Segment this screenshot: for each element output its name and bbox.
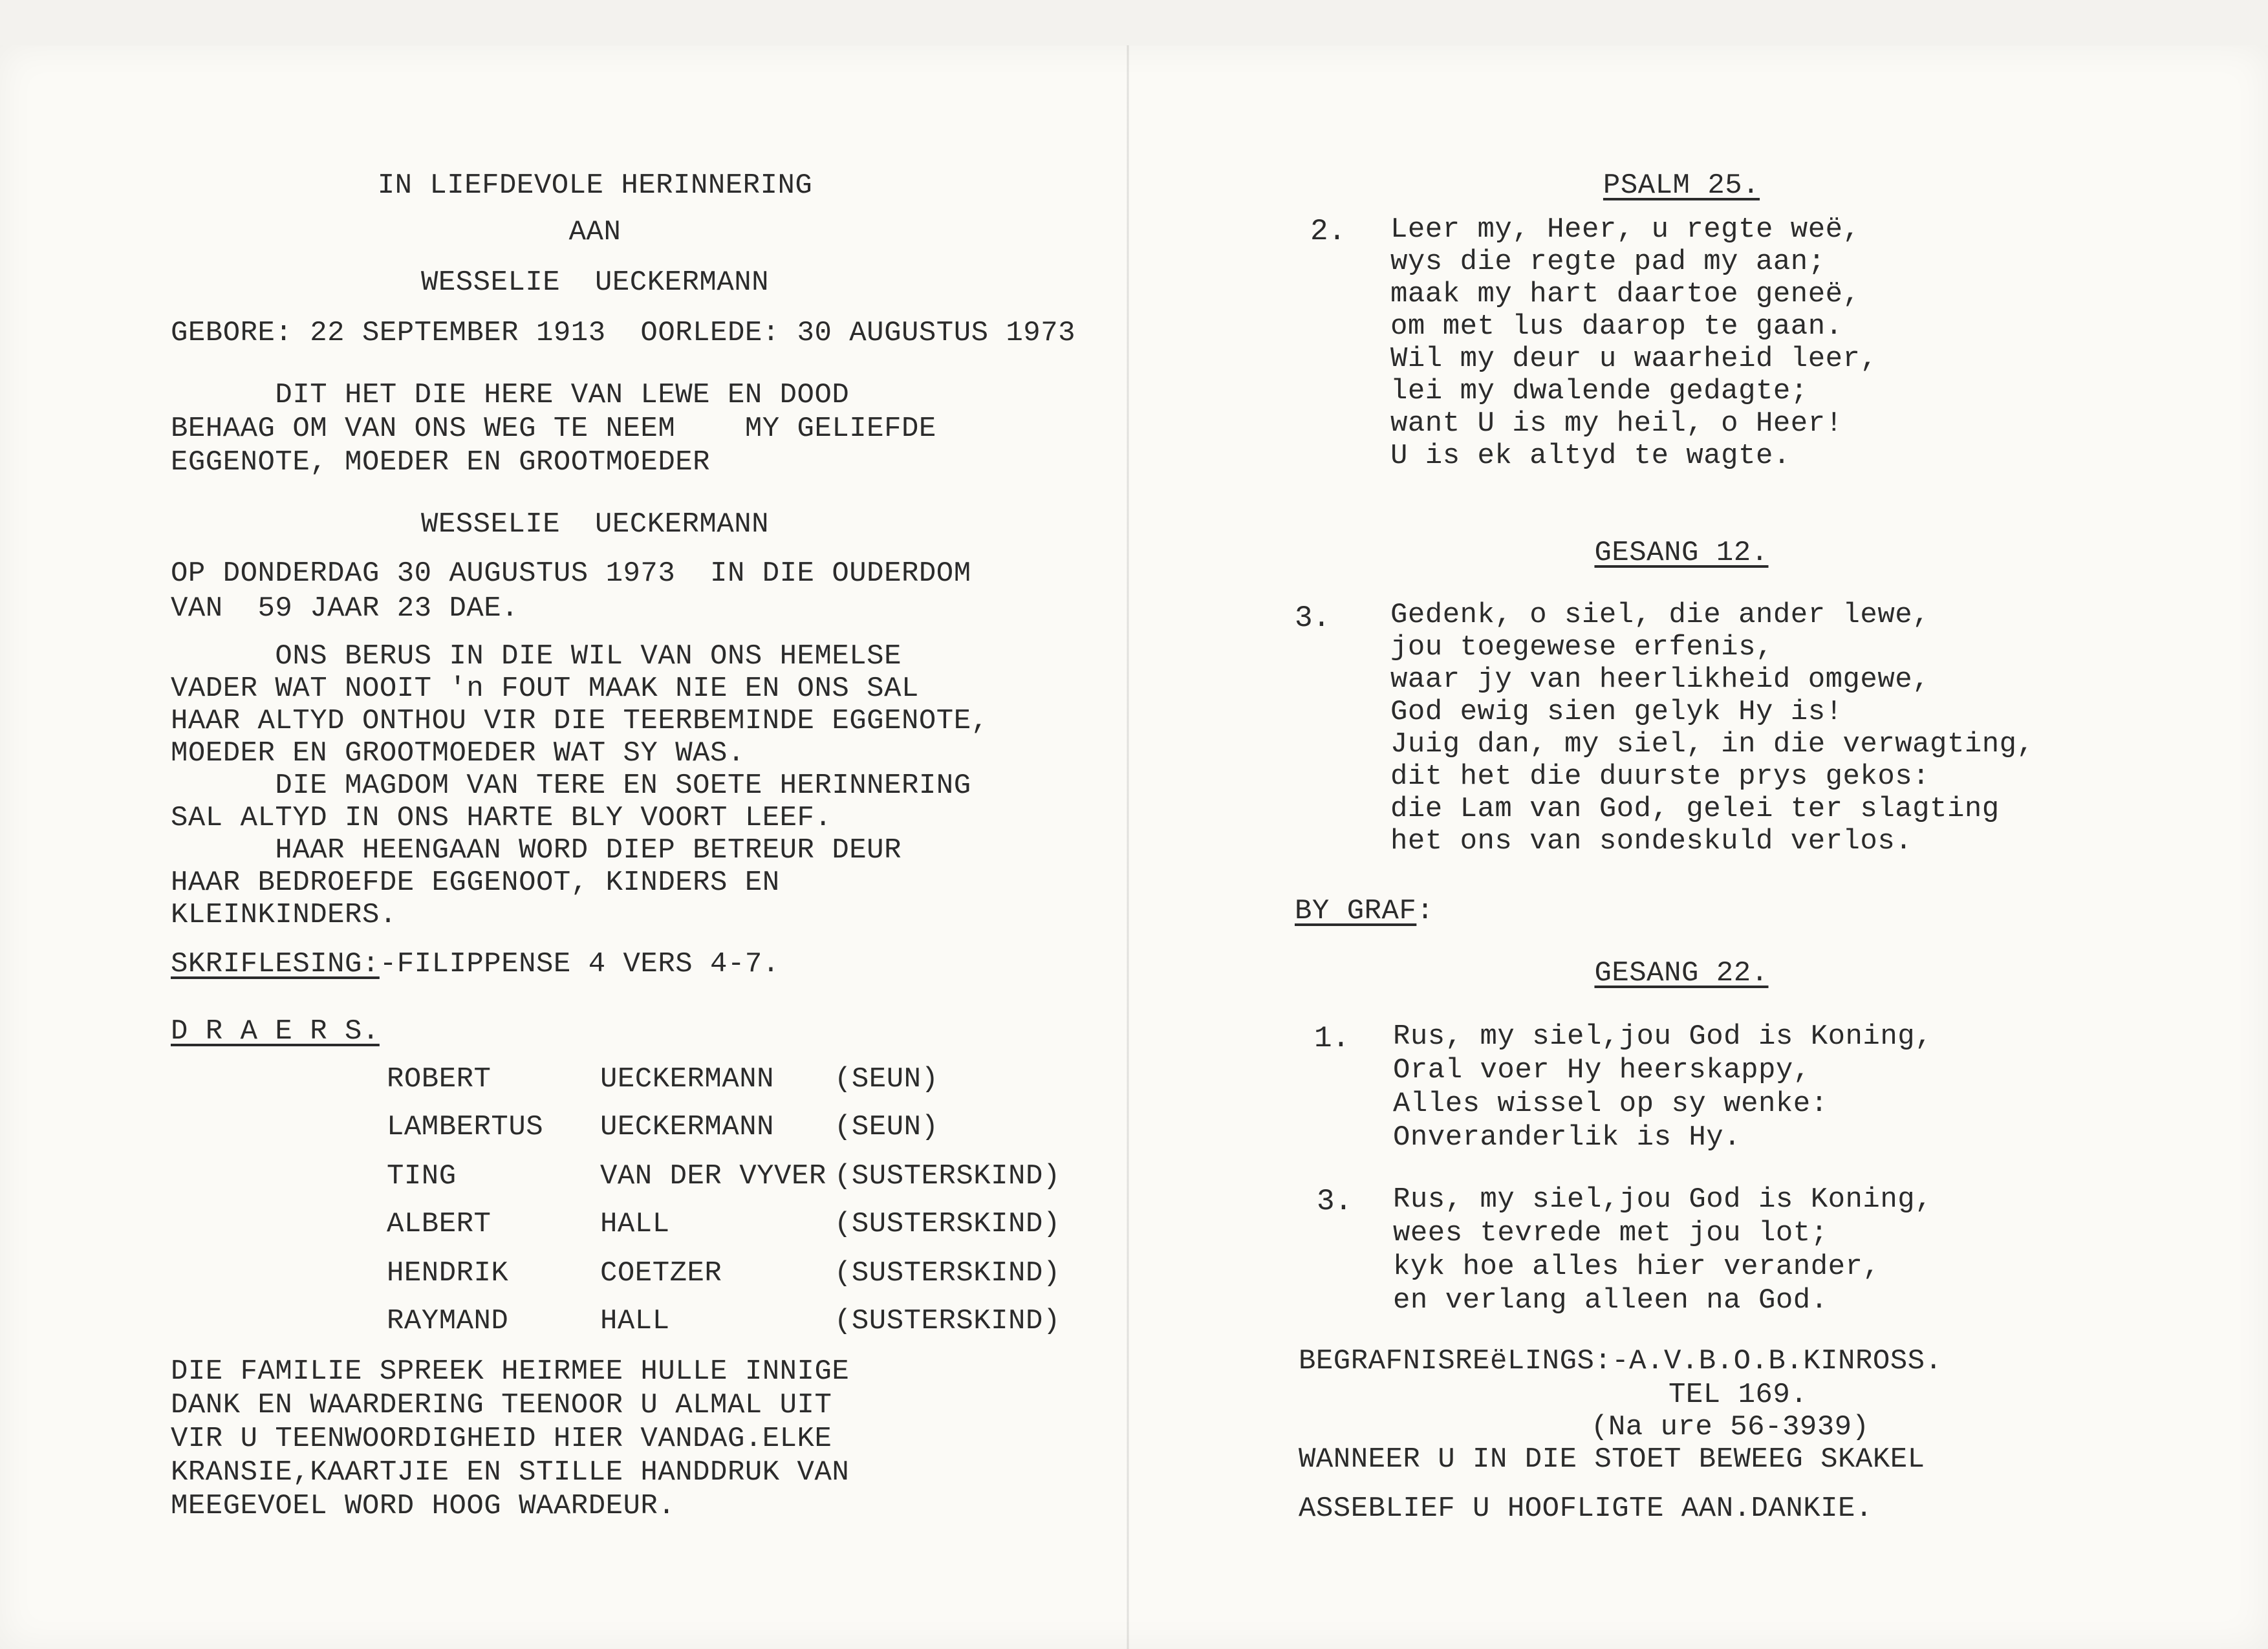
gesang-22-verse-3-number: 3. — [1317, 1185, 1353, 1218]
bearer-relation: (SEUN) — [834, 1063, 939, 1095]
paragraph-line-8: HAAR BEDROEFDE EGGENOOT, KINDERS EN — [171, 867, 780, 899]
bearer-first-name: TING — [387, 1160, 457, 1192]
gesang-12-line: jou toegewese erfenis, — [1390, 631, 1773, 663]
thanks-line-5: MEEGEVOEL WORD HOOG WAARDEUR. — [171, 1490, 676, 1522]
announcement-line-3: EGGENOTE, MOEDER EN GROOTMOEDER — [171, 446, 711, 479]
bearer-relation: (SEUN) — [834, 1111, 939, 1143]
paragraph-line-5: DIE MAGDOM VAN TERE EN SOETE HERINNERING — [171, 770, 971, 802]
bearer-last-name: UECKERMANN — [600, 1063, 775, 1095]
bearer-first-name: LAMBERTUS — [387, 1111, 544, 1143]
gesang-22-verse-1-line: Oral voer Hy heerskappy, — [1393, 1054, 1811, 1086]
gesang-12-line: die Lam van God, gelei ter slagting — [1390, 793, 2000, 825]
gesang-12-line: het ons van sondeskuld verlos. — [1390, 825, 1913, 857]
bearer-first-name: ROBERT — [387, 1063, 491, 1095]
procession-note-line-2: ASSEBLIEF U HOOFLIGTE AAN.DANKIE. — [1299, 1493, 1873, 1525]
birth-death-dates: GEBORE: 22 SEPTEMBER 1913 OORLEDE: 30 AUGUSTUS 1973 — [171, 317, 1076, 349]
paragraph-line-2: VADER WAT NOOIT 'n FOUT MAAK NIE EN ONS SAL — [171, 673, 919, 705]
paragraph-line-1: ONS BERUS IN DIE WIL VAN ONS HEMELSE — [171, 640, 902, 673]
paragraph-line-6: SAL ALTYD IN ONS HARTE BLY VOORT LEEF. — [171, 802, 832, 834]
bearer-relation: (SUSTERSKIND) — [834, 1257, 1061, 1289]
gesang-12-verse-number: 3. — [1295, 601, 1331, 635]
center-fold — [1127, 45, 1129, 1649]
gesang-12-line: Juig dan, my siel, in die verwagting, — [1390, 728, 2035, 760]
funeral-arrangements: BEGRAFNISREëLINGS:-A.V.B.O.B.KINROSS. — [1299, 1345, 1943, 1377]
by-graf-colon: : — [1416, 895, 1434, 927]
by-graf-label: BY GRAF — [1295, 895, 1417, 927]
gesang-22-verse-1-line: Rus, my siel,jou God is Koning, — [1393, 1020, 1933, 1053]
thanks-line-4: KRANSIE,KAARTJIE EN STILLE HANDDRUK VAN — [171, 1456, 850, 1489]
psalm-verse-number: 2. — [1310, 215, 1346, 248]
bearer-relation: (SUSTERSKIND) — [834, 1160, 1061, 1192]
heading-line-2: AAN — [568, 216, 621, 248]
thanks-line-2: DANK EN WAARDERING TEENOOR U ALMAL UIT — [171, 1389, 832, 1421]
bearer-last-name: VAN DER VYVER — [600, 1160, 826, 1192]
bearer-relation: (SUSTERSKIND) — [834, 1305, 1061, 1337]
gesang-12-line: Gedenk, o siel, die ander lewe, — [1390, 599, 1930, 631]
bearer-relation: (SUSTERSKIND) — [834, 1208, 1061, 1240]
deceased-name-repeat: WESSELIE UECKERMANN — [420, 508, 770, 541]
bearer-first-name: RAYMAND — [387, 1305, 509, 1337]
scripture-text: -FILIPPENSE 4 VERS 4-7. — [379, 948, 780, 980]
thanks-line-1: DIE FAMILIE SPREEK HEIRMEE HULLE INNIGE — [171, 1355, 850, 1388]
gesang-22-verse-3-line: Rus, my siel,jou God is Koning, — [1393, 1183, 1933, 1216]
heading-line-1: IN LIEFDEVOLE HERINNERING — [377, 169, 813, 202]
psalm-line: maak my hart daartoe geneë, — [1390, 278, 1861, 310]
bearers-label: D R A E R S. — [171, 1015, 380, 1048]
scripture-label: SKRIFLESING: — [171, 948, 380, 980]
gesang-12-line: dit het die duurste prys gekos: — [1390, 760, 1930, 793]
death-info-line-1: OP DONDERDAG 30 AUGUSTUS 1973 IN DIE OUDERDOM — [171, 557, 971, 590]
bearer-last-name: COETZER — [600, 1257, 722, 1289]
funeral-phone: TEL 169. — [1669, 1379, 1808, 1411]
paragraph-line-4: MOEDER EN GROOTMOEDER WAT SY WAS. — [171, 737, 745, 770]
bearer-last-name: HALL — [600, 1305, 670, 1337]
thanks-line-3: VIR U TEENWOORDIGHEID HIER VANDAG.ELKE — [171, 1423, 832, 1455]
funeral-after-hours: (Na ure 56-3939) — [1591, 1411, 1870, 1443]
psalm-line: Leer my, Heer, u regte weë, — [1390, 213, 1861, 246]
bearer-first-name: HENDRIK — [387, 1257, 509, 1289]
gesang-12-line: God ewig sien gelyk Hy is! — [1390, 696, 1843, 728]
paragraph-line-7: HAAR HEENGAAN WORD DIEP BETREUR DEUR — [171, 834, 902, 867]
gesang-22-verse-1-number: 1. — [1314, 1022, 1350, 1055]
bearer-last-name: UECKERMANN — [600, 1111, 775, 1143]
gesang-22-verse-1-line: Alles wissel op sy wenke: — [1393, 1088, 1828, 1120]
psalm-line: om met lus daarop te gaan. — [1390, 310, 1843, 343]
psalm-line: want U is my heil, o Heer! — [1390, 407, 1843, 440]
gesang-22-verse-3-line: kyk hoe alles hier verander, — [1393, 1251, 1881, 1283]
bearer-last-name: HALL — [600, 1208, 670, 1240]
gesang-12-line: waar jy van heerlikheid omgewe, — [1390, 663, 1930, 696]
procession-note-line-1: WANNEER U IN DIE STOET BEWEEG SKAKEL — [1299, 1443, 1925, 1476]
gesang-12-title: GESANG 12. — [1594, 537, 1769, 569]
gesang-22-verse-1-line: Onveranderlik is Hy. — [1393, 1121, 1742, 1154]
scripture-reading — [171, 948, 780, 980]
announcement-line-1: DIT HET DIE HERE VAN LEWE EN DOOD — [171, 379, 850, 411]
gesang-22-verse-3-line: wees tevrede met jou lot; — [1393, 1217, 1828, 1249]
psalm-line: lei my dwalende gedagte; — [1390, 375, 1808, 407]
paragraph-line-9: KLEINKINDERS. — [171, 899, 397, 931]
death-info-line-2: VAN 59 JAAR 23 DAE. — [171, 592, 519, 625]
psalm-line: Wil my deur u waarheid leer, — [1390, 343, 1878, 375]
by-graf-heading — [1295, 895, 1434, 927]
bearer-first-name: ALBERT — [387, 1208, 491, 1240]
psalm-title: PSALM 25. — [1603, 169, 1760, 202]
gesang-22-title: GESANG 22. — [1594, 957, 1769, 989]
paragraph-line-3: HAAR ALTYD ONTHOU VIR DIE TEERBEMINDE EGGENOTE, — [171, 705, 989, 737]
psalm-line: U is ek altyd te wagte. — [1390, 440, 1791, 472]
gesang-22-verse-3-line: en verlang alleen na God. — [1393, 1284, 1828, 1317]
deceased-name: WESSELIE UECKERMANN — [420, 266, 770, 299]
announcement-line-2: BEHAAG OM VAN ONS WEG TE NEEM MY GELIEFDE — [171, 413, 936, 445]
psalm-line: wys die regte pad my aan; — [1390, 246, 1826, 278]
